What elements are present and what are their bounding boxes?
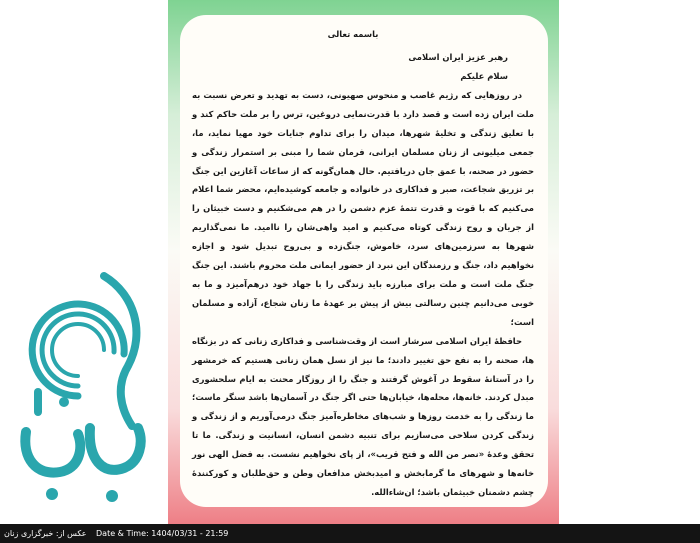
letter-paragraph-2: حافظهٔ ایران اسلامی سرشار است از وقت‌شناسی و فداکاری زنانی که در بزنگاه ها، صحنه را به نفع حق تغییر دادند؛ ما نیز از نسل همان زنانی هستیم که خرمشهر را در آستانهٔ سقوط در آغوش گرفتند و جنگ را از روزگار محنت به ایام سلحشوری مبدل کردند. خانه‌ها، محله‌ها، خیابان‌ها حتی اگر جنگ در آسمان‌ها باشد سنگر ماست؛ ما زندگی را به خدمت روزها و شب‌های مخاطره‌آمیز جنگ درمی‌آوریم و از زندگی و زندگی کردن سلاحی می‌سازیم برای تنبیه دشمن انسان، انسانیت و زندگی. ما تا تحقق وعدهٔ «نصر من الله و فتح قریب»، از پای نخواهیم نشست. به فضل الهی نور خانه‌ها و شهرهای ما گرمابخش و امیدبخش مدافعان وطن و حق‌طلبان و کورکنندهٔ چشم دشمنان خبیثمان باشد؛ ان‌شاءالله. xyxy=(192,335,534,497)
photo-credit: عکس از: خبرگزاری زنان xyxy=(4,529,87,538)
photo-footer-bar xyxy=(0,524,700,543)
photo-datetime: Date & Time: 1404/03/31 - 21:59 xyxy=(96,529,229,538)
letter-paragraph-1: در روزهایی که رژیم غاصب و منحوس صهیونی، دست به تهدید و تعرض نسبت به ملت ایران زده است و قصد دارد با قدرت‌نمایی دروغین، ترس را بر ملت حاکم کند و با تعلیق زندگی و تخلیهٔ شهرها، میدان را برای تداوم جنایات خود مهیا نماید، ما، جمعی میلیونی از زنان مسلمان ایرانی، فرمان شما را مبنی بر استمرار زندگی و حضور در صحنه، با عمق جان دریافتیم. حال همان‌گونه که از ساعات آغازین این جنگ بر تزریق شجاعت، صبر و فداکاری در خانواده و جامعه کوشیده‌ایم، محضر شما اعلام می‌کنیم که با قوت و قدرت تتمهٔ عزم دشمن را در هم می‌شکنیم و دست خبیثان را از جریان و روح زندگی کوتاه می‌کنیم و امید واهی‌شان را ناامید. ما نمی‌گذاریم شهرها به سرزمین‌های سرد، خاموش، جنگ‌زده و بی‌روح تبدیل شود و اجازه نخواهیم داد، جنگ و رزمندگان این نبرد از حضور ایمانی ملت محروم باشند. این جنگ جنگ ملت است و ملت برای مبارزه باید زندگی را با جهاد خود درهم‌آمیزد و ما به خوبی می‌دانیم چنین رسالتی بیش از پیش بر عهدهٔ ما زنان شجاع، آزاده و مسلمان است؛ xyxy=(192,89,534,327)
letter-heading: باسمه تعالی xyxy=(327,29,379,39)
women-news-agency-logo-icon xyxy=(8,236,160,516)
letter-card xyxy=(180,15,548,507)
letter-greeting: سلام علیکم xyxy=(460,70,508,81)
letter-addressee: رهبر عزیز ایران اسلامی xyxy=(408,51,508,62)
